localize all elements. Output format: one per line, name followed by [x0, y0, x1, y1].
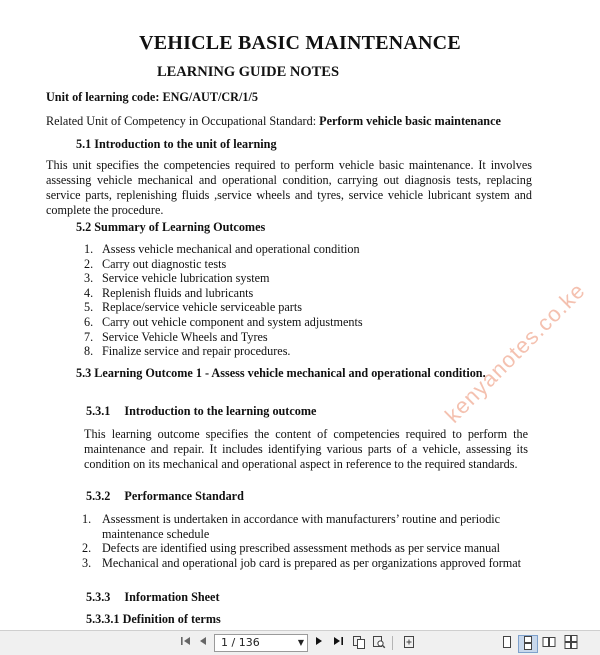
section-5-1-text: This unit specifies the competencies required to perform vehicle basic maintenance. It involves assessing vehicle mechanical and operational condition, carrying out diagnosis tests, replacing service parts, replenishing fluids ,service wheels and tyres, service vehicle lubricant system and complete the procedure. [46, 158, 532, 217]
standard-item-number: 1. [82, 512, 92, 526]
section-5-3-3-1-heading: 5.3.3.1 Definition of terms [86, 612, 221, 626]
performance-standards-list [82, 512, 532, 570]
related-unit-label: Related Unit of Competency in Occupational Standard: [46, 114, 320, 128]
standard-item [82, 556, 532, 571]
standard-item-text: Mechanical and operational job card is prepared as per organizations approved format [102, 555, 522, 570]
outcome-item [84, 344, 363, 359]
toolbar-divider [392, 636, 393, 650]
outcome-item-number: 8. [84, 344, 94, 359]
section-5-3-1-text: This learning outcome specifies the content of competencies required to perform the maintenance and repair. It includes identifying various parts of a vehicle, assessing its condition on its mechanical and operational aspect in reference to the required standards. [84, 427, 528, 471]
section-5-3-heading: 5.3 Learning Outcome 1 - Assess vehicle mechanical and operational condition. [76, 366, 486, 380]
continuous-view-icon[interactable] [518, 635, 538, 653]
section-5-3-1-heading [86, 404, 316, 419]
two-page-continuous-icon[interactable] [562, 635, 580, 651]
previous-page-icon[interactable] [196, 635, 210, 651]
outcome-item-number: 7. [84, 329, 94, 344]
outcome-item-text: Service vehicle lubrication system [102, 271, 270, 286]
outcome-item [84, 242, 363, 257]
outcome-item [84, 286, 363, 301]
unit-code: Unit of learning code: ENG/AUT/CR/1/5 [46, 90, 258, 104]
document-title: VEHICLE BASIC MAINTENANCE [139, 32, 461, 54]
last-page-icon[interactable] [330, 635, 346, 651]
section-5-2-heading: 5.2 Summary of Learning Outcomes [76, 220, 266, 234]
outcome-item-number: 6. [84, 314, 94, 329]
outcome-item [84, 315, 363, 330]
section-5-3-2-number: 5.3.2 [86, 489, 111, 503]
related-unit-name: Perform vehicle basic maintenance [319, 114, 501, 128]
outcome-item [84, 257, 363, 272]
standard-item [82, 512, 532, 541]
outcome-item-text: Finalize service and repair procedures. [102, 344, 291, 359]
outcome-item-text: Replace/service vehicle serviceable parts [102, 300, 302, 315]
document-subtitle: LEARNING GUIDE NOTES [156, 64, 340, 80]
single-page-view-icon[interactable] [498, 635, 516, 651]
two-page-view-icon[interactable] [540, 635, 558, 651]
outcome-item-number: 2. [84, 256, 94, 271]
section-5-3-3-heading [86, 590, 220, 605]
page-indicator: 1 / 136 [221, 636, 260, 649]
fit-page-icon[interactable] [400, 635, 418, 651]
outcome-item [84, 271, 363, 286]
outcome-item-number: 1. [84, 242, 94, 256]
page-number-select[interactable] [214, 634, 308, 652]
outcome-item-text: Assess vehicle mechanical and operational condition [102, 242, 360, 256]
viewer-toolbar [0, 630, 600, 655]
outcome-item [84, 330, 363, 345]
outcome-item-text: Carry out vehicle component and system adjustments [102, 314, 363, 329]
standard-item-number: 3. [82, 555, 92, 570]
standard-item [82, 541, 532, 556]
section-5-3-3-title: Information Sheet [124, 590, 220, 604]
outcome-item-number: 3. [84, 271, 94, 286]
next-page-icon[interactable] [312, 635, 326, 651]
standard-item-text: Defects are identified using prescribed assessment methods as per service manual [102, 541, 500, 556]
page-search-icon[interactable] [370, 635, 388, 651]
related-unit [46, 114, 501, 129]
outcome-item-text: Carry out diagnostic tests [102, 256, 227, 271]
outcome-item-number: 4. [84, 285, 94, 300]
learning-outcomes-list [84, 242, 363, 359]
outcome-item-text: Service Vehicle Wheels and Tyres [102, 329, 268, 344]
section-5-3-2-title: Performance Standard [124, 489, 244, 503]
standard-item-number: 2. [82, 541, 92, 556]
outcome-item-number: 5. [84, 300, 94, 315]
section-5-3-1-number: 5.3.1 [86, 404, 111, 418]
section-5-3-2-heading [86, 489, 244, 504]
section-5-3-3-number: 5.3.3 [86, 590, 111, 604]
outcome-item [84, 300, 363, 315]
outcome-item-text: Replenish fluids and lubricants [102, 285, 254, 300]
section-5-3-1-title: Introduction to the learning outcome [124, 404, 317, 418]
watermark-text: kenyanotes.co.ke [440, 277, 591, 428]
chevron-down-icon: ▼ [297, 638, 304, 647]
standard-item-text: Assessment is undertaken in accordance with manufacturers’ routine and periodic maintenance schedule [102, 512, 501, 541]
first-page-icon[interactable] [178, 635, 194, 651]
page-copy-icon[interactable] [350, 635, 368, 651]
section-5-1-heading: 5.1 Introduction to the unit of learning [76, 137, 277, 151]
